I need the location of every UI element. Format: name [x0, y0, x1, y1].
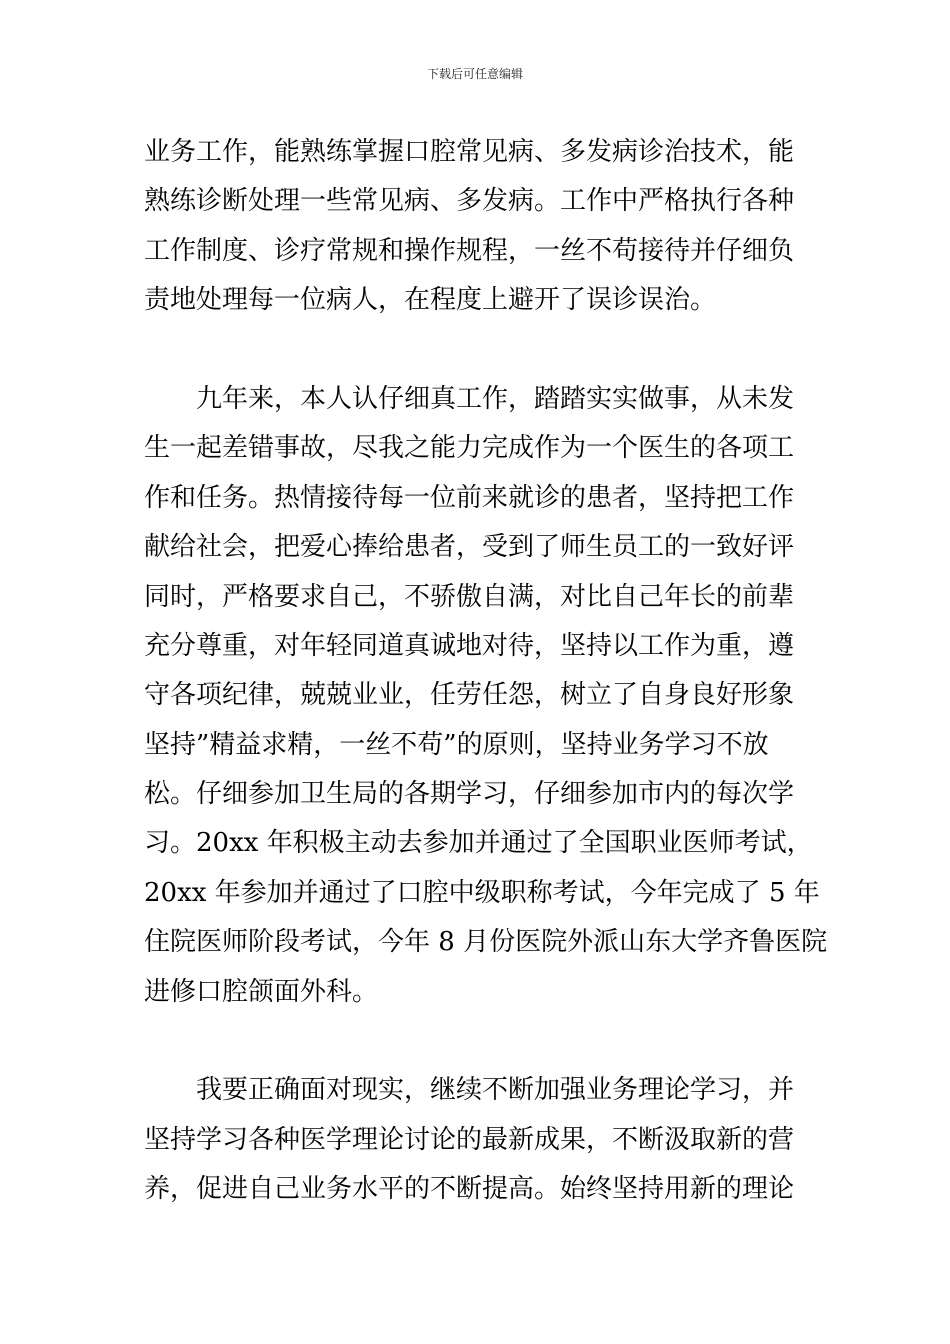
text-line: 进修口腔颌面外科。: [144, 976, 379, 1007]
paragraph-2: [144, 375, 828, 1017]
paragraph-gap: [144, 326, 824, 375]
text-line: 养，促进自己业务水平的不断提高。始终坚持用新的理论: [144, 1174, 795, 1205]
text-line: 同时，严格要求自己，不骄傲自满，对比自己年长的前辈: [144, 581, 795, 612]
text-line: 住院医师阶段考试，今年 8 月份医院外派山东大学齐鲁医院: [144, 927, 828, 958]
text-line: 坚持”精益求精，一丝不苟”的原则，坚持业务学习不放: [144, 729, 769, 760]
page-header: 下载后可任意编辑: [426, 67, 523, 81]
text-line: 我要正确面对现实，继续不断加强业务理论学习，并: [144, 1075, 795, 1106]
text-line: 充分尊重，对年轻同道真诚地对待，坚持以工作为重，遵: [144, 630, 795, 661]
text-line: 献给社会，把爱心捧给患者，受到了师生员工的一致好评: [144, 532, 795, 563]
text-line: 责地处理每一位病人，在程度上避开了误诊误治。: [144, 285, 717, 316]
document-body: [144, 128, 828, 1215]
paragraph-3: [144, 1066, 824, 1214]
text-line: 习。20xx 年积极主动去参加并通过了全国职业医师考试，: [144, 828, 813, 859]
text-line: 作和任务。热情接待每一位前来就诊的患者，坚持把工作: [144, 482, 795, 513]
text-line: 工作制度、诊疗常规和操作规程，一丝不苟接待并仔细负: [144, 235, 795, 266]
text-line: 松。仔细参加卫生局的各期学习，仔细参加市内的每次学: [144, 779, 795, 810]
paragraph-gap: [144, 1017, 824, 1066]
text-line: 守各项纪律，兢兢业业，任劳任怨，树立了自身良好形象: [144, 680, 795, 711]
paragraph-1: [144, 128, 824, 326]
text-line: 20xx 年参加并通过了口腔中级职称考试，今年完成了 5 年: [144, 877, 820, 908]
text-line: 九年来，本人认仔细真工作，踏踏实实做事，从未发: [144, 383, 795, 414]
text-line: 熟练诊断处理一些常见病、多发病。工作中严格执行各种: [144, 186, 795, 217]
text-line: 坚持学习各种医学理论讨论的最新成果，不断汲取新的营: [144, 1124, 795, 1155]
text-line: 业务工作，能熟练掌握口腔常见病、多发病诊治技术，能: [144, 137, 795, 167]
text-line: 生一起差错事故，尽我之能力完成作为一个医生的各项工: [144, 433, 795, 464]
